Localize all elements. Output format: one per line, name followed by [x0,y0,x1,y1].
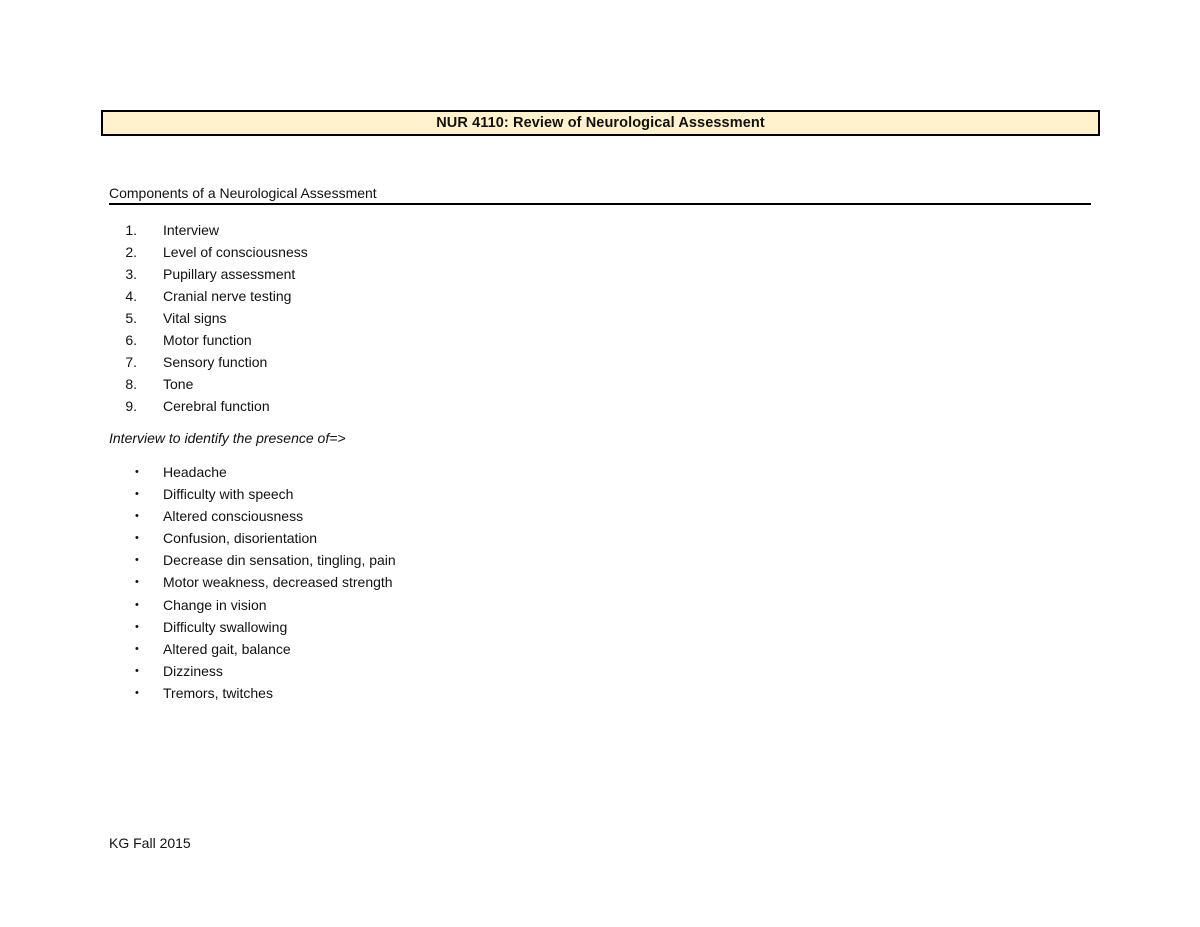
list-item-number: 2. [125,244,137,260]
list-item-text: Pupillary assessment [163,266,296,282]
bullet-icon: • [135,510,139,523]
list-item-number: 5. [125,310,137,326]
list-item [109,594,396,616]
list-item-number: 7. [125,354,137,370]
list-item [109,263,308,285]
interview-heading: Interview to identify the presence of=> [109,430,346,446]
list-item [109,241,308,263]
list-item-text: Motor weakness, decreased strength [163,574,393,591]
list-item [109,351,308,373]
list-item [109,461,396,483]
list-item-text: Decrease din sensation, tingling, pain [163,552,396,569]
list-item [109,285,308,307]
list-item-number: 6. [125,332,137,348]
list-item [109,483,396,505]
list-item-text: Altered consciousness [163,508,304,525]
components-list [109,219,308,417]
list-item-number: 9. [125,398,137,414]
list-item-text: Headache [163,464,227,480]
list-item [109,329,308,351]
footer-text: KG Fall 2015 [109,835,191,851]
list-item-text: Tone [163,376,194,392]
list-item-text: Interview [163,222,220,238]
list-item [109,660,396,682]
list-item-text: Tremors, twitches [163,684,273,701]
title-box [101,110,1100,136]
list-item [109,527,396,549]
list-item-text: Dizziness [163,662,223,679]
bullet-icon: • [135,664,139,677]
list-item-text: Change in vision [163,596,267,613]
list-item-text: Vital signs [163,310,227,326]
list-item [109,571,396,593]
bullet-icon: • [135,642,139,655]
bullet-icon: • [135,488,139,501]
list-item-text: Difficulty with speech [163,486,294,503]
list-item [109,395,308,417]
list-item [109,616,396,638]
list-item [109,219,308,241]
list-item-text: Confusion, disorientation [163,530,318,547]
list-item-number: 1. [125,222,137,238]
list-item-text: Cerebral function [163,398,270,414]
list-item [109,373,308,395]
list-item [109,682,396,704]
list-item-number: 4. [125,288,137,304]
components-heading: Components of a Neurological Assessment [109,185,1091,205]
list-item [109,638,396,660]
bullet-icon: • [135,554,139,567]
bullet-icon: • [135,466,139,478]
bullet-icon: • [135,598,139,611]
interview-list [109,461,396,704]
page-title: NUR 4110: Review of Neurological Assessment [436,115,765,131]
list-item-number: 3. [125,266,137,282]
list-item-text: Altered gait, balance [163,640,291,657]
list-item-text: Cranial nerve testing [163,288,292,304]
list-item-number: 8. [125,376,137,392]
list-item-text: Motor function [163,332,252,348]
list-item [109,307,308,329]
bullet-icon: • [135,686,139,699]
list-item [109,505,396,527]
list-item [109,549,396,571]
list-item-text: Sensory function [163,354,268,370]
bullet-icon: • [135,532,139,545]
bullet-icon: • [135,576,139,589]
list-item-text: Level of consciousness [163,244,308,260]
list-item-text: Difficulty swallowing [163,618,288,635]
bullet-icon: • [135,620,139,633]
